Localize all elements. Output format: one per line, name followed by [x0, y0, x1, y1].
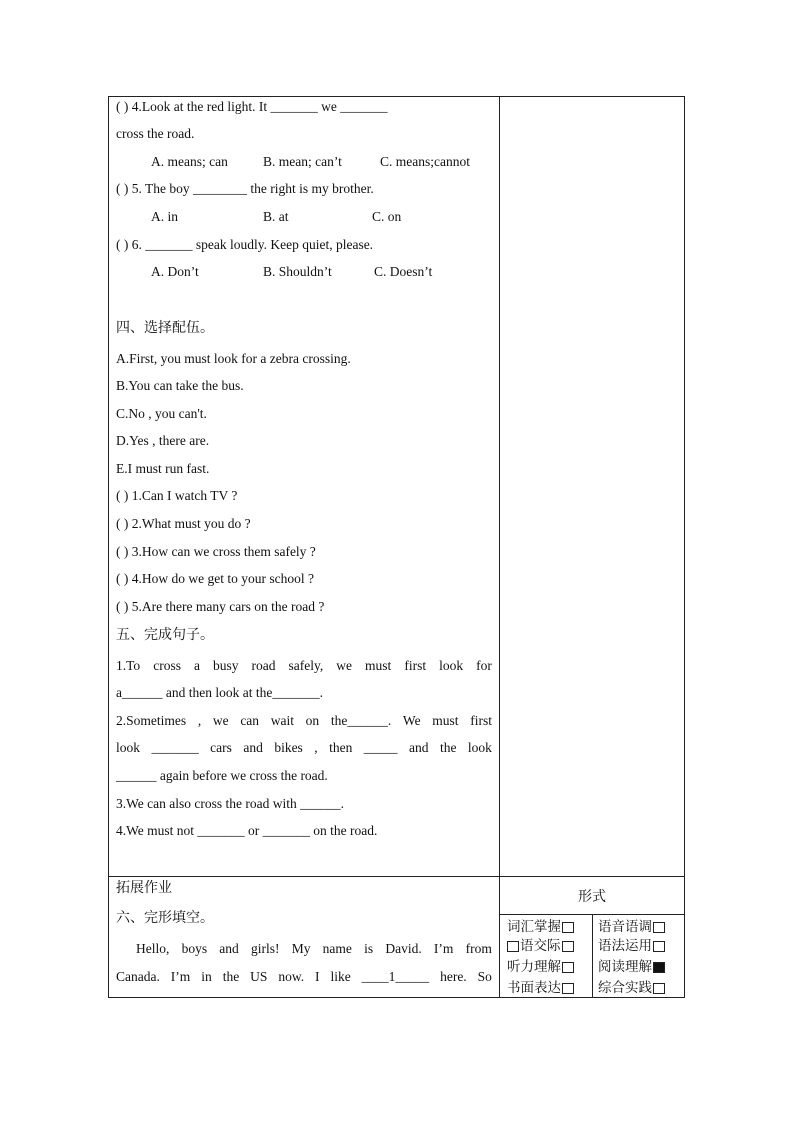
- word: and: [409, 740, 429, 755]
- word: I: [315, 969, 320, 984]
- checkbox-listening-label: 听力理解: [507, 959, 561, 975]
- sentence-3: 3.We can also cross the road with ______.: [116, 796, 344, 811]
- section-5-heading: 五、完成句子。: [116, 627, 214, 643]
- checkbox-communication-label: 语交际: [520, 938, 561, 954]
- checkbox-grammar[interactable]: [598, 937, 665, 955]
- match-choice-d: D.Yes , there are.: [116, 433, 210, 448]
- sentence-1-line-1: [116, 657, 492, 675]
- checkbox-reading-label: 阅读理解: [598, 959, 652, 975]
- word: busy: [212, 658, 239, 673]
- word: we: [336, 658, 353, 673]
- checkbox-communication-box-2[interactable]: [562, 941, 574, 952]
- question-5-option-c: C. on: [372, 209, 402, 224]
- word: I’m: [433, 941, 454, 956]
- word: My: [291, 941, 311, 956]
- word: Canada.: [116, 969, 160, 984]
- word: and: [243, 740, 263, 755]
- word: the: [439, 740, 457, 755]
- word: _______: [151, 740, 199, 755]
- form-title: 形式: [578, 889, 606, 905]
- checkbox-vocabulary-label: 词汇掌握: [507, 919, 561, 935]
- checkbox-writing-box[interactable]: [562, 983, 574, 994]
- checkbox-writing-label: 书面表达: [507, 980, 561, 996]
- checkbox-reading[interactable]: [598, 958, 665, 976]
- form-divider-vertical: [592, 914, 593, 998]
- word: then: [329, 740, 353, 755]
- word: must: [432, 713, 459, 728]
- word: road: [251, 658, 276, 673]
- word: first: [404, 658, 427, 673]
- table-border-bottom: [108, 997, 685, 998]
- word: David.: [385, 941, 422, 956]
- checkbox-practice-label: 综合实践: [598, 980, 652, 996]
- checkbox-pronunciation[interactable]: [598, 918, 665, 936]
- checkbox-practice-box[interactable]: [653, 983, 665, 994]
- section-6-heading: 六、完形填空。: [116, 910, 214, 926]
- question-5-option-b: B. at: [263, 209, 289, 224]
- checkbox-pronunciation-label: 语音语调: [598, 919, 652, 935]
- checkbox-listening[interactable]: [507, 958, 574, 976]
- word: look: [439, 658, 464, 673]
- checkbox-writing[interactable]: [507, 979, 574, 997]
- word: wait: [270, 713, 294, 728]
- word: like: [330, 969, 351, 984]
- question-6-option-a: A. Don’t: [151, 264, 199, 279]
- checkbox-reading-box[interactable]: [653, 962, 665, 973]
- cloze-line-1: [136, 940, 492, 958]
- match-question-1: ( ) 1.Can I watch TV ?: [116, 488, 238, 503]
- question-4-continuation: cross the road.: [116, 126, 195, 141]
- checkbox-communication-box[interactable]: [507, 941, 519, 952]
- word: US: [250, 969, 268, 984]
- question-4: ( ) 4.Look at the red light. It _______ we _______: [116, 99, 388, 114]
- word: can: [240, 713, 260, 728]
- word: boys: [181, 941, 208, 956]
- word: I’m: [170, 969, 191, 984]
- question-5: ( ) 5. The boy ________ the right is my brother.: [116, 181, 374, 196]
- checkbox-grammar-box[interactable]: [653, 941, 665, 952]
- question-4-option-b: B. mean; can’t: [263, 154, 342, 169]
- match-question-5: ( ) 5.Are there many cars on the road ?: [116, 599, 325, 614]
- word: is: [364, 941, 374, 956]
- match-question-2: ( ) 2.What must you do ?: [116, 516, 251, 531]
- word: look: [116, 740, 141, 755]
- word: cross: [153, 658, 181, 673]
- checkbox-grammar-label: 语法运用: [598, 938, 652, 954]
- word: So: [477, 969, 492, 984]
- sentence-2-line-1: [116, 712, 492, 730]
- checkbox-vocabulary-box[interactable]: [562, 922, 574, 933]
- sentence-2-line-3: ______ again before we cross the road.: [116, 768, 328, 783]
- word: bikes: [274, 740, 303, 755]
- question-5-option-a: A. in: [151, 209, 178, 224]
- sentence-2-line-2: [116, 739, 492, 757]
- word: ,: [197, 713, 202, 728]
- match-choice-e: E.I must run fast.: [116, 461, 210, 476]
- word: 2.Sometimes: [116, 713, 187, 728]
- sentence-4: 4.We must not _______ or _______ on the road.: [116, 823, 378, 838]
- word: we: [212, 713, 229, 728]
- question-6: ( ) 6. _______ speak loudly. Keep quiet, please.: [116, 237, 374, 252]
- match-choice-a: A.First, you must look for a zebra crossing.: [116, 351, 351, 366]
- word: Hello,: [136, 941, 170, 956]
- question-6-option-c: C. Doesn’t: [374, 264, 433, 279]
- question-4-option-a: A. means; can: [151, 154, 228, 169]
- table-border-left: [108, 96, 109, 998]
- checkbox-practice[interactable]: [598, 979, 665, 997]
- word: look: [467, 740, 492, 755]
- checkbox-listening-box[interactable]: [562, 962, 574, 973]
- word: name: [322, 941, 352, 956]
- table-border-top: [108, 96, 685, 97]
- word: here.: [440, 969, 467, 984]
- word: and: [219, 941, 239, 956]
- match-question-3: ( ) 3.How can we cross them safely ?: [116, 544, 316, 559]
- checkbox-communication[interactable]: [507, 937, 574, 955]
- word: first: [470, 713, 492, 728]
- word: girls!: [251, 941, 280, 956]
- word: 1.To: [116, 658, 141, 673]
- match-question-4: ( ) 4.How do we get to your school ?: [116, 571, 314, 586]
- word: on: [305, 713, 320, 728]
- word: must: [365, 658, 392, 673]
- word: ,: [314, 740, 318, 755]
- word: a: [193, 658, 200, 673]
- cloze-line-2: [116, 968, 492, 986]
- word: the: [222, 969, 240, 984]
- word: the______.: [330, 713, 392, 728]
- checkbox-vocabulary[interactable]: [507, 918, 574, 936]
- word: from: [465, 941, 492, 956]
- table-divider-horizontal: [108, 876, 685, 877]
- question-4-option-c: C. means;cannot: [380, 154, 470, 169]
- table-divider-vertical: [499, 96, 500, 998]
- match-choice-c: C.No , you can't.: [116, 406, 207, 421]
- sentence-1-line-2: a______ and then look at the_______.: [116, 685, 323, 700]
- word: _____: [363, 740, 398, 755]
- word: ____1_____: [361, 969, 430, 984]
- word: safely,: [288, 658, 324, 673]
- match-choice-b: B.You can take the bus.: [116, 378, 244, 393]
- word: in: [201, 969, 212, 984]
- word: cars: [210, 740, 232, 755]
- section-4-heading: 四、选择配伍。: [116, 320, 214, 336]
- word: for: [476, 658, 492, 673]
- word: now.: [278, 969, 305, 984]
- word: We: [402, 713, 421, 728]
- checkbox-pronunciation-box[interactable]: [653, 922, 665, 933]
- question-6-option-b: B. Shouldn’t: [263, 264, 332, 279]
- table-border-right: [684, 96, 685, 998]
- extension-label: 拓展作业: [116, 880, 172, 896]
